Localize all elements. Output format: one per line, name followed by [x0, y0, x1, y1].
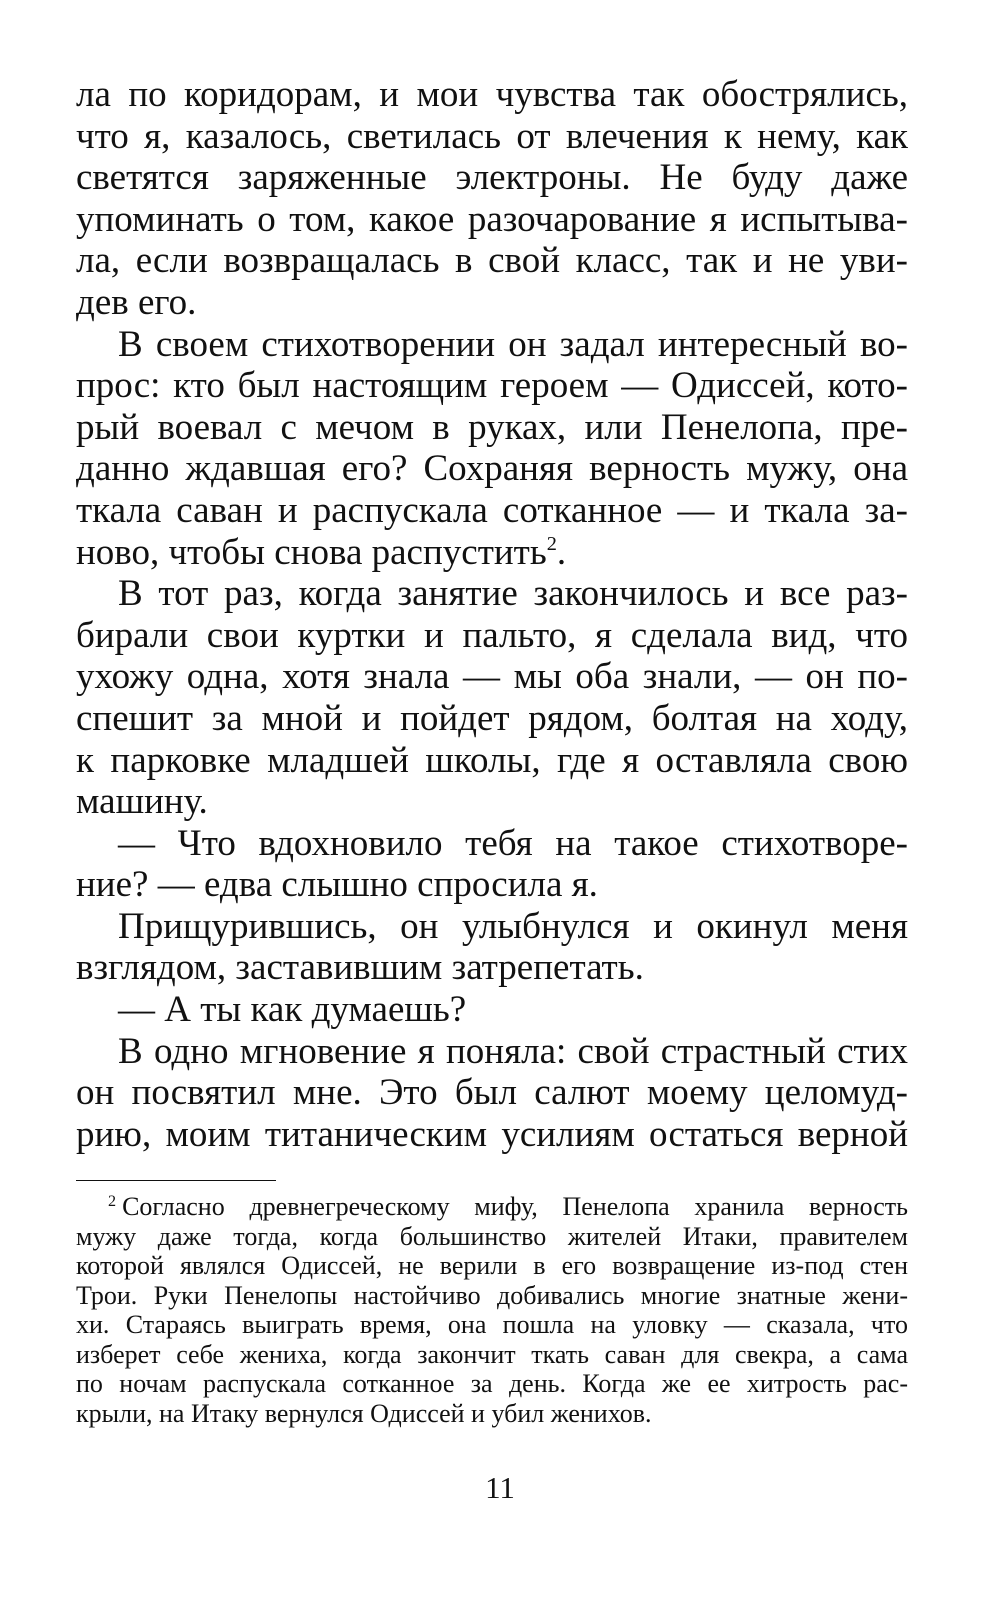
footnote-reference[interactable]: 2 [546, 532, 557, 555]
footnote-text: Трои. Руки Пенелопы настойчиво добивались многие знатные жени- [76, 1280, 908, 1310]
footnote-text: Согласно древнегреческому мифу, Пенелопа хранила верность [122, 1192, 908, 1221]
line-text: — Что вдохновило тебя на такое стихотворе- [118, 822, 908, 864]
line-text: ла, если возвращалась в свой класс, так и не уви- [76, 240, 908, 282]
text-line [76, 240, 908, 282]
line-text: рию, моим титаническим усилиям остаться верной [76, 1113, 908, 1155]
text-line [76, 407, 908, 449]
footnote-text: по ночам распускала сотканное за день. Когда же ее хитрость рас- [76, 1369, 908, 1398]
line-text: данно ждавшая его? Сохраняя верность мужу, она [76, 448, 908, 490]
main-text [76, 74, 908, 1155]
line-text: Прищурившись, он улыбнулся и окинул меня [118, 905, 908, 947]
line-text: что я, казалось, светилась от влечения к нему, как [76, 115, 908, 157]
line-text: ткала саван и распускала сотканное — и ткала за- [76, 489, 908, 531]
line-text: дев его. [76, 281, 197, 323]
footnote-marker: 2 [108, 1193, 117, 1211]
text-line [76, 490, 908, 532]
footnote-line [76, 1281, 908, 1311]
text-line [76, 282, 908, 324]
footnote-text: хи. Стараясь выиграть время, она пошла на уловку — сказала, что [76, 1310, 908, 1339]
text-line [76, 74, 908, 116]
line-text: спешит за мной и пойдет рядом, болтая на ходу, [76, 697, 908, 739]
text-line [76, 448, 908, 490]
line-text: рый воевал с мечом в руках, или Пенелопа, пре- [76, 406, 908, 448]
text-line [76, 116, 908, 158]
line-text: прос: кто был настоящим героем — Одиссей, кото- [76, 365, 908, 407]
line-text: В тот раз, когда занятие закончилось и все раз- [118, 573, 908, 615]
text-line [76, 157, 908, 199]
footnote-text: изберет себе жениха, когда закончит ткать саван для свекра, а сама [76, 1339, 908, 1369]
footnote-text: крыли, на Итаку вернулся Одиссей и убил женихов. [76, 1398, 652, 1428]
trailing-punctuation: . [556, 531, 567, 573]
text-line [76, 656, 908, 698]
page-number: 11 [485, 1470, 515, 1505]
text-line [76, 989, 908, 1031]
footnote-line [76, 1399, 908, 1429]
text-line [76, 365, 908, 407]
line-text: — А ты как думаешь? [118, 989, 467, 1031]
text-line [76, 947, 908, 989]
text-line [76, 532, 908, 574]
line-text: взглядом, заставившим затрепетать. [76, 947, 644, 989]
line-text: светятся заряженные электроны. Не буду даже [76, 157, 908, 199]
line-text: ухожу одна, хотя знала — мы оба знали, — он по- [76, 656, 908, 698]
footnote [76, 1192, 908, 1428]
text-line [76, 823, 908, 865]
footnote-line [76, 1369, 908, 1399]
text-line [76, 199, 908, 241]
line-text: ново, чтобы снова распустить [76, 531, 547, 573]
footnote-line [76, 1222, 908, 1252]
text-line [76, 1072, 908, 1114]
text-line [76, 1114, 908, 1156]
line-text: машину. [76, 781, 208, 823]
text-line [76, 906, 908, 948]
line-text: бирали свои куртки и пальто, я сделала вид, что [76, 614, 908, 656]
footnote-line [76, 1192, 908, 1222]
line-text: В одно мгновение я поняла: свой страстный стих [118, 1030, 908, 1072]
text-line [76, 864, 908, 906]
footnote-text: которой являлся Одиссей, не верили в его возвращение из-под стен [76, 1251, 908, 1280]
footnote-divider [76, 1180, 276, 1181]
footnote-line [76, 1310, 908, 1340]
line-text: ла по коридорам, и мои чувства так обострялись, [76, 74, 908, 115]
line-text: он посвятил мне. Это был салют моему целомуд- [76, 1072, 908, 1114]
footnote-line [76, 1340, 908, 1370]
line-text: В своем стихотворении он задал интересный во- [118, 323, 908, 365]
text-line [76, 573, 908, 615]
line-text: ние? — едва слышно спросила я. [76, 864, 598, 906]
text-line [76, 698, 908, 740]
line-text: к парковке младшей школы, где я оставляла свою [76, 739, 908, 781]
text-line [76, 324, 908, 366]
text-line [76, 615, 908, 657]
text-line [76, 781, 908, 823]
text-line [76, 1031, 908, 1073]
footnote-line [76, 1251, 908, 1281]
footnote-text: мужу даже тогда, когда большинство жителей Итаки, правителем [76, 1221, 908, 1251]
line-text: упоминать о том, какое разочарование я испытыва- [76, 198, 908, 240]
text-line [76, 740, 908, 782]
